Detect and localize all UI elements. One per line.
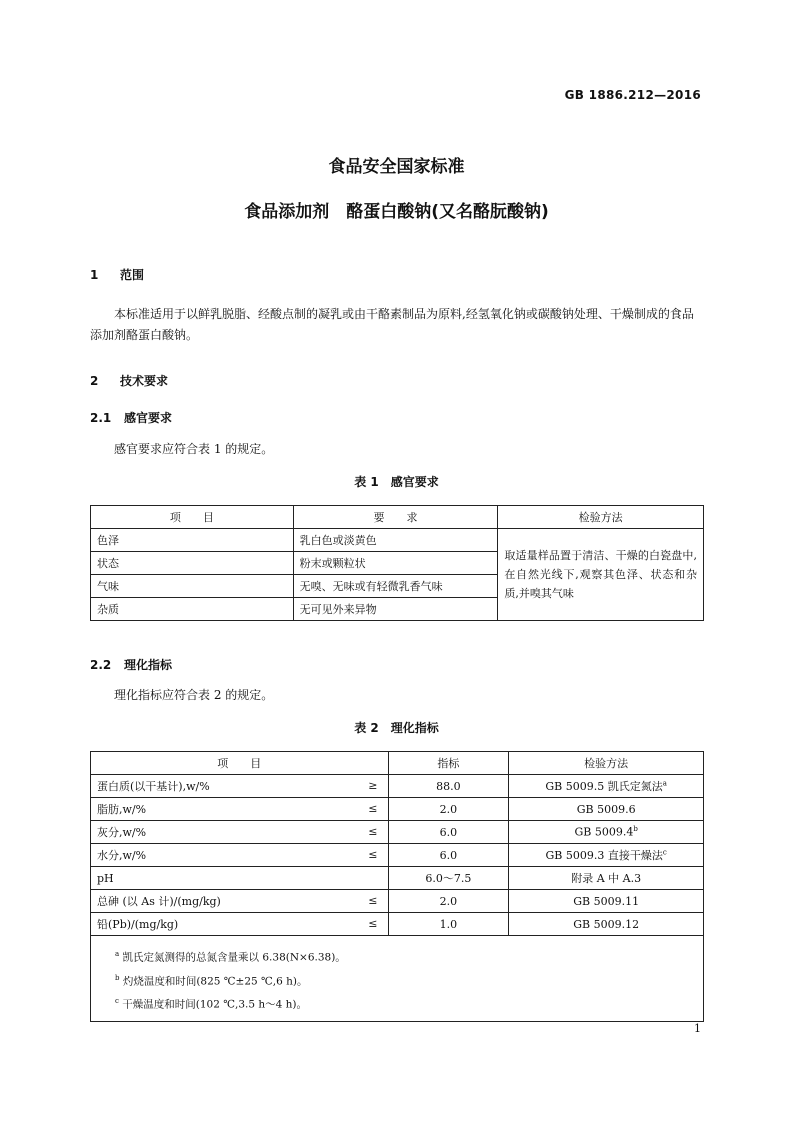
table-row <box>91 867 704 890</box>
section-title: 技术要求 <box>120 374 169 388</box>
method-text: 附录 A 中 A.3 <box>571 872 642 885</box>
operator: ≤ <box>368 802 378 815</box>
section-2-2-body: 理化指标应符合表 2 的规定。 <box>114 688 274 702</box>
section-2-2-heading <box>90 656 172 673</box>
item-cell: 色泽 <box>91 529 294 552</box>
section-number: 2.2 <box>90 658 112 672</box>
table-2-caption: 表 2 理化指标 <box>354 721 439 735</box>
footnote <box>115 991 693 1015</box>
table-1 <box>90 505 704 621</box>
method-text: GB 5009.11 <box>573 894 640 908</box>
item-cell <box>91 844 389 867</box>
footnote-mark: c <box>115 997 119 1005</box>
operator: ≤ <box>368 917 378 930</box>
column-header: 指标 <box>388 752 509 775</box>
method-cell: 取适量样品置于清洁、干燥的白瓷盘中,在自然光线下,观察其色泽、状态和杂质,并嗅其气味 <box>498 529 704 621</box>
item-label: 蛋白质(以干基计),w/% <box>97 780 210 793</box>
table-row <box>91 890 704 913</box>
value-cell: 6.0～7.5 <box>388 867 509 890</box>
method-text: GB 5009.6 <box>576 802 636 816</box>
table-row <box>91 821 704 844</box>
item-cell <box>91 821 389 844</box>
footnote-text: 灼烧温度和时间(825 ℃±25 ℃,6 h)。 <box>122 975 308 987</box>
method-cell <box>509 890 704 913</box>
footnote-text: 凯氏定氮测得的总氮含量乘以 6.38(N×6.38)。 <box>122 951 346 964</box>
table-2 <box>90 751 704 1022</box>
requirement-cell: 粉末或颗粒状 <box>293 552 498 575</box>
requirement-cell: 无嗅、无味或有轻微乳香气味 <box>293 575 498 598</box>
value-cell: 1.0 <box>388 913 509 936</box>
column-header: 检验方法 <box>498 506 704 529</box>
value-cell: 6.0 <box>388 821 509 844</box>
section-title: 感官要求 <box>124 411 173 425</box>
method-cell <box>509 913 704 936</box>
operator: ≤ <box>368 894 378 907</box>
footnotes-cell <box>91 936 704 1022</box>
footnote-marker: a <box>662 779 667 788</box>
document-title: 食品安全国家标准 <box>328 157 465 177</box>
column-header: 项 目 <box>91 752 389 775</box>
value-cell: 2.0 <box>388 798 509 821</box>
footnote-marker: b <box>633 825 638 834</box>
item-label: 总砷 (以 As 计)/(mg/kg) <box>97 895 221 908</box>
table-row <box>91 529 704 552</box>
footnote-mark: a <box>115 950 120 958</box>
operator: ≤ <box>368 848 378 861</box>
table-row <box>91 913 704 936</box>
item-cell <box>91 775 389 798</box>
footnote <box>115 968 693 992</box>
section-title: 理化指标 <box>124 658 173 672</box>
item-cell <box>91 867 389 890</box>
section-number: 2 <box>90 374 99 388</box>
document-subtitle: 食品添加剂 酪蛋白酸钠(又名酪朊酸钠) <box>244 202 549 222</box>
section-number: 2.1 <box>90 411 112 425</box>
section-1-heading <box>90 266 144 283</box>
requirement-cell: 无可见外来异物 <box>293 598 498 621</box>
requirement-cell: 乳白色或淡黄色 <box>293 529 498 552</box>
section-2-1-body: 感官要求应符合表 1 的规定。 <box>114 442 274 456</box>
footnote <box>115 944 693 968</box>
column-header: 项 目 <box>91 506 294 529</box>
operator: ≥ <box>368 779 378 792</box>
item-label: 铅(Pb)/(mg/kg) <box>97 918 179 931</box>
footnote-marker: c <box>662 848 667 857</box>
method-cell <box>509 798 704 821</box>
method-text: GB 5009.4 <box>574 825 634 839</box>
item-label: pH <box>97 871 114 885</box>
column-header: 要 求 <box>293 506 498 529</box>
method-cell <box>509 867 704 890</box>
section-title: 范围 <box>120 268 145 282</box>
section-number: 1 <box>90 268 99 282</box>
section-2-1-heading <box>90 409 172 426</box>
item-cell: 杂质 <box>91 598 294 621</box>
item-cell <box>91 913 389 936</box>
method-cell <box>509 775 704 798</box>
method-text: GB 5009.3 直接干燥法 <box>545 849 663 862</box>
page-number: 1 <box>694 1022 701 1035</box>
table-row <box>91 775 704 798</box>
table-header-row <box>91 752 704 775</box>
table-row <box>91 798 704 821</box>
operator: ≤ <box>368 825 378 838</box>
item-cell: 状态 <box>91 552 294 575</box>
item-label: 脂肪,w/% <box>97 803 147 816</box>
table-1-caption: 表 1 感官要求 <box>354 475 439 489</box>
section-1-body: 本标准适用于以鲜乳脱脂、经酸点制的凝乳或由干酪素制品为原料,经氢氧化钠或碳酸钠处理、干燥制成的食品添加剂酪蛋白酸钠。 <box>90 307 694 342</box>
section-2-heading <box>90 372 168 389</box>
table-footnotes <box>91 936 704 1022</box>
method-cell <box>509 821 704 844</box>
column-header: 检验方法 <box>509 752 704 775</box>
item-label: 水分,w/% <box>97 849 147 862</box>
method-text: GB 5009.12 <box>573 917 640 931</box>
footnote-text: 干燥温度和时间(102 ℃,3.5 h～4 h)。 <box>122 998 307 1011</box>
value-cell: 88.0 <box>388 775 509 798</box>
method-text: GB 5009.5 凯氏定氮法 <box>545 780 663 793</box>
value-cell: 2.0 <box>388 890 509 913</box>
standard-code: GB 1886.212—2016 <box>564 88 701 102</box>
table-header-row <box>91 506 704 529</box>
method-cell <box>509 844 704 867</box>
table-row <box>91 844 704 867</box>
item-label: 灰分,w/% <box>97 826 147 839</box>
value-cell: 6.0 <box>388 844 509 867</box>
item-cell: 气味 <box>91 575 294 598</box>
item-cell <box>91 798 389 821</box>
item-cell <box>91 890 389 913</box>
footnote-mark: b <box>115 973 120 982</box>
